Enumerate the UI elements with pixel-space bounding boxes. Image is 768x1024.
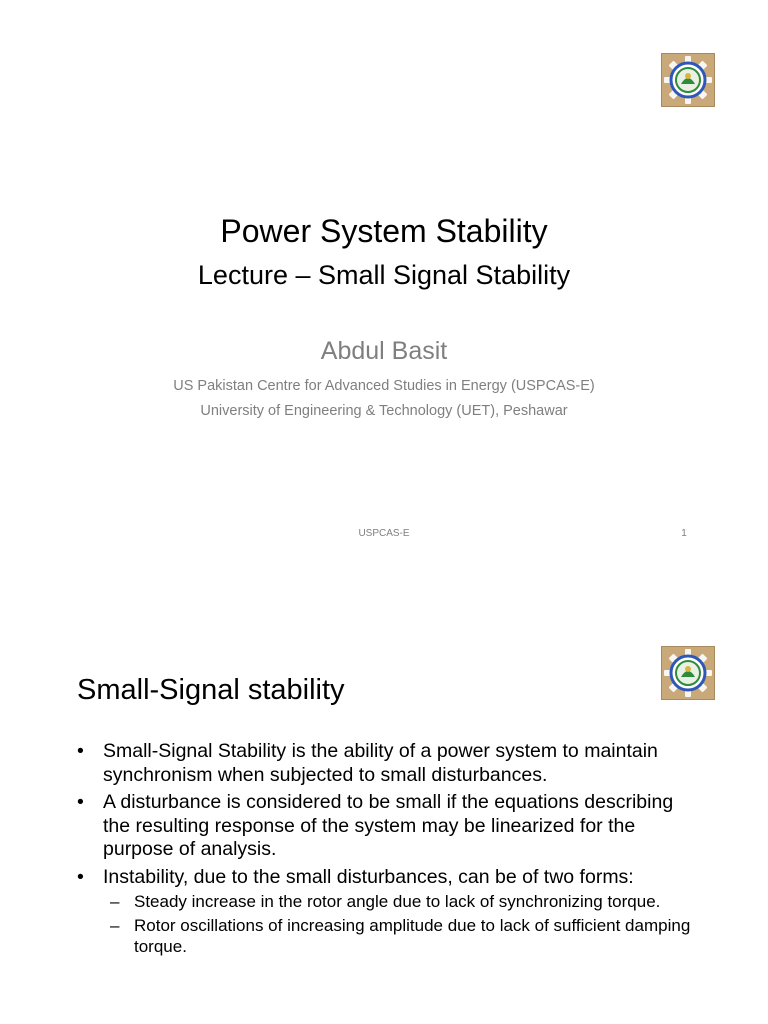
sub-bullet-text: Rotor oscillations of increasing amplitude due to lack of sufficient damping torque. <box>134 916 691 956</box>
slide-number: 1 <box>681 528 687 539</box>
bullet-text: Instability, due to the small disturbances, can be of two forms: <box>103 865 634 888</box>
presentation-title: Power System Stability <box>220 213 548 249</box>
bullet-item <box>77 740 697 787</box>
bullet-text: Small-Signal Stability is the ability of a power system to maintain synchronism when subjected to small disturbances. <box>103 740 658 786</box>
presentation-subtitle: Lecture – Small Signal Stability <box>197 260 571 290</box>
slide-footer: USPCAS-E <box>358 528 410 539</box>
bullet-item <box>77 866 697 958</box>
affiliation-line-2: University of Engineering & Technology (UET), Peshawar <box>200 403 568 419</box>
bullet-item <box>77 791 697 862</box>
affiliation-line-1: US Pakistan Centre for Advanced Studies in Energy (USPCAS-E) <box>173 378 595 394</box>
bullet-list <box>77 740 697 961</box>
content-slide <box>0 590 768 1024</box>
sub-bullet-text: Steady increase in the rotor angle due to lack of synchronizing torque. <box>134 892 661 911</box>
bullet-text: A disturbance is considered to be small if the equations describing the resulting response of the system may be linearized for the purpose of analysis. <box>103 791 674 860</box>
university-seal-icon <box>661 646 715 700</box>
author-name: Abdul Basit <box>320 337 448 365</box>
slide-title: Small-Signal stability <box>77 674 345 706</box>
sub-bullet-item <box>103 891 697 912</box>
sub-bullet-item <box>103 915 697 957</box>
sub-bullet-list <box>103 891 697 957</box>
university-seal-icon <box>661 53 715 107</box>
